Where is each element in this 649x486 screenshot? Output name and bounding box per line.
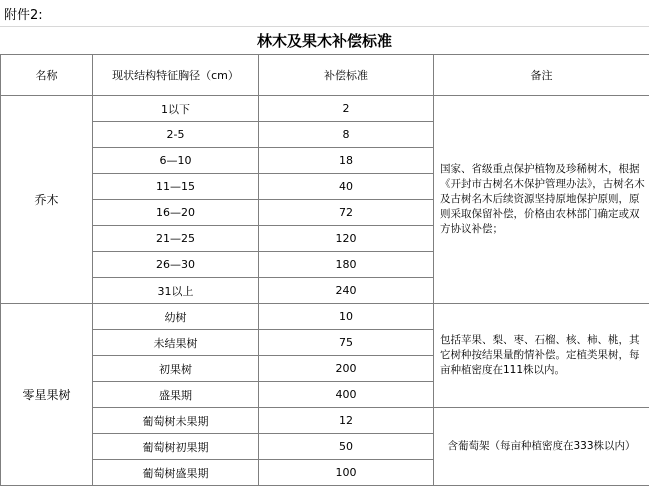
standard-cell: 72 [259,200,434,226]
remark-grape: 含葡萄架（每亩种植密度在333株以内） [434,408,649,486]
standard-cell: 200 [259,356,434,382]
spec-cell: 幼树 [93,304,259,330]
header-remark: 备注 [434,55,649,96]
standard-cell: 8 [259,122,434,148]
remark-arbor: 国家、省级重点保护植物及珍稀树木，根据《开封市古树名木保护管理办法》，古树名木及古树名木后续资源坚持原地保护原则，原则采取保留补偿，价格由农林部门确定或双方协议补偿； [434,96,649,304]
spec-cell: 21—25 [93,226,259,252]
spec-cell: 葡萄树初果期 [93,434,259,460]
standard-cell: 10 [259,304,434,330]
spec-cell: 未结果树 [93,330,259,356]
standard-cell: 100 [259,460,434,486]
group-name-fruit: 零星果树 [1,304,93,486]
standard-cell: 240 [259,278,434,304]
header-name: 名称 [1,55,93,96]
attachment-label: 附件2: [4,4,43,23]
page-title: 林木及果木补偿标准 [0,28,649,54]
spec-cell: 葡萄树盛果期 [93,460,259,486]
remark-fruit: 包括苹果、梨、枣、石榴、核、柿、桃，其它树种按结果量酌情补偿。定植类果树，每亩种植密度在111株以内。 [434,304,649,408]
standard-cell: 50 [259,434,434,460]
table-row [1,96,649,122]
standard-cell: 2 [259,96,434,122]
standard-cell: 12 [259,408,434,434]
spec-cell: 31以上 [93,278,259,304]
table-row [1,408,649,434]
standard-cell: 180 [259,252,434,278]
spec-cell: 1以下 [93,96,259,122]
standard-cell: 400 [259,382,434,408]
spec-cell: 11—15 [93,174,259,200]
divider [0,26,649,27]
header-standard: 补偿标准 [259,55,434,96]
spec-cell: 2-5 [93,122,259,148]
spec-cell: 初果树 [93,356,259,382]
table-row [1,304,649,330]
standard-cell: 40 [259,174,434,200]
spec-cell: 26—30 [93,252,259,278]
standard-cell: 75 [259,330,434,356]
standard-cell: 18 [259,148,434,174]
spec-cell: 16—20 [93,200,259,226]
header-spec: 现状结构特征胸径（cm） [93,55,259,96]
compensation-table [0,54,649,486]
spec-cell: 盛果期 [93,382,259,408]
table-header-row [1,55,649,96]
spec-cell: 6—10 [93,148,259,174]
spec-cell: 葡萄树未果期 [93,408,259,434]
group-name-arbor: 乔木 [1,96,93,304]
standard-cell: 120 [259,226,434,252]
